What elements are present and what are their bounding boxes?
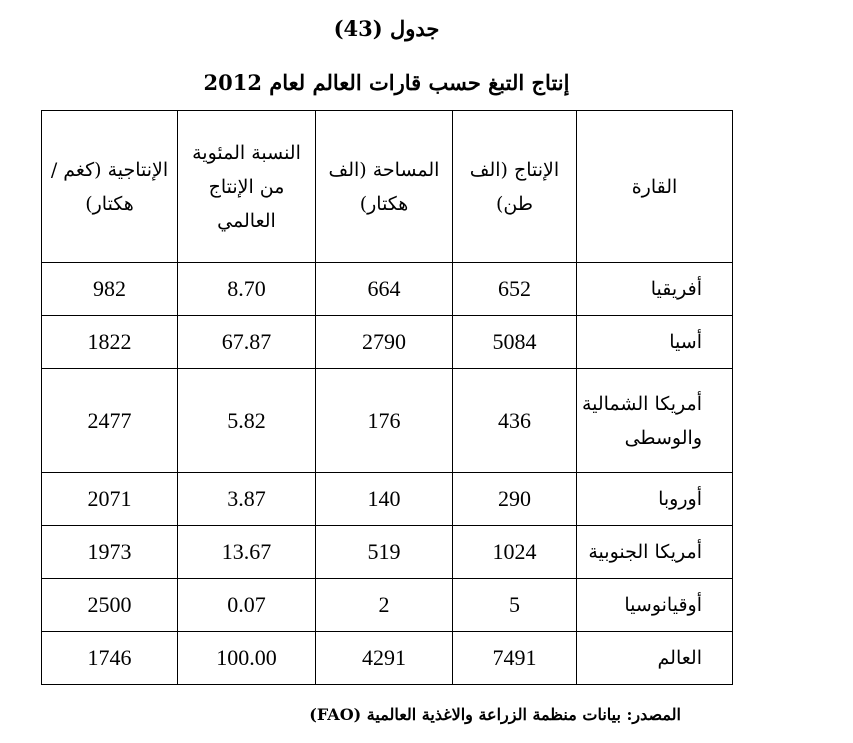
- cell-production: 7491: [453, 632, 577, 685]
- cell-area: 519: [316, 526, 453, 579]
- table-row: [42, 369, 733, 473]
- cell-share: 8.70: [178, 263, 316, 316]
- cell-share: 100.00: [178, 632, 316, 685]
- cell-continent: أمريكا الشمالية والوسطى: [577, 369, 733, 473]
- table-row: [42, 526, 733, 579]
- table-title: إنتاج التبغ حسب قارات العالم لعام 2012: [203, 70, 570, 95]
- cell-continent: أمريكا الجنوبية: [577, 526, 733, 579]
- cell-production: 5: [453, 579, 577, 632]
- cell-continent: أوروبا: [577, 473, 733, 526]
- header-area: المساحة (الف هكتار): [316, 111, 453, 263]
- table-row: [42, 473, 733, 526]
- cell-productivity: 982: [42, 263, 178, 316]
- table-row: [42, 579, 733, 632]
- cell-productivity: 2477: [42, 369, 178, 473]
- tobacco-production-table: [41, 110, 733, 685]
- cell-productivity: 2500: [42, 579, 178, 632]
- header-continent: القارة: [577, 111, 733, 263]
- cell-productivity: 1973: [42, 526, 178, 579]
- cell-area: 140: [316, 473, 453, 526]
- cell-production: 652: [453, 263, 577, 316]
- cell-productivity: 2071: [42, 473, 178, 526]
- table-row-total: [42, 632, 733, 685]
- cell-continent: العالم: [577, 632, 733, 685]
- header-productivity: الإنتاجية (كغم / هكتار): [42, 111, 178, 263]
- cell-share: 67.87: [178, 316, 316, 369]
- cell-area: 176: [316, 369, 453, 473]
- cell-area: 2: [316, 579, 453, 632]
- table-row: [42, 263, 733, 316]
- source-note: المصدر: بيانات منظمة الزراعة والاغذية العالمية (FAO): [309, 705, 681, 724]
- cell-continent: أفريقيا: [577, 263, 733, 316]
- cell-continent: أوقيانوسيا: [577, 579, 733, 632]
- cell-area: 4291: [316, 632, 453, 685]
- cell-production: 1024: [453, 526, 577, 579]
- cell-area: 2790: [316, 316, 453, 369]
- header-production: الإنتاج (الف طن): [453, 111, 577, 263]
- cell-continent: أسيا: [577, 316, 733, 369]
- cell-productivity: 1822: [42, 316, 178, 369]
- cell-production: 5084: [453, 316, 577, 369]
- cell-share: 5.82: [178, 369, 316, 473]
- table-row: [42, 316, 733, 369]
- cell-productivity: 1746: [42, 632, 178, 685]
- cell-share: 3.87: [178, 473, 316, 526]
- cell-production: 290: [453, 473, 577, 526]
- table-label: جدول (43): [333, 16, 440, 41]
- cell-share: 13.67: [178, 526, 316, 579]
- cell-share: 0.07: [178, 579, 316, 632]
- header-share: النسبة المئوية من الإنتاج العالمي: [178, 111, 316, 263]
- cell-area: 664: [316, 263, 453, 316]
- cell-production: 436: [453, 369, 577, 473]
- table-header-row: [42, 111, 733, 263]
